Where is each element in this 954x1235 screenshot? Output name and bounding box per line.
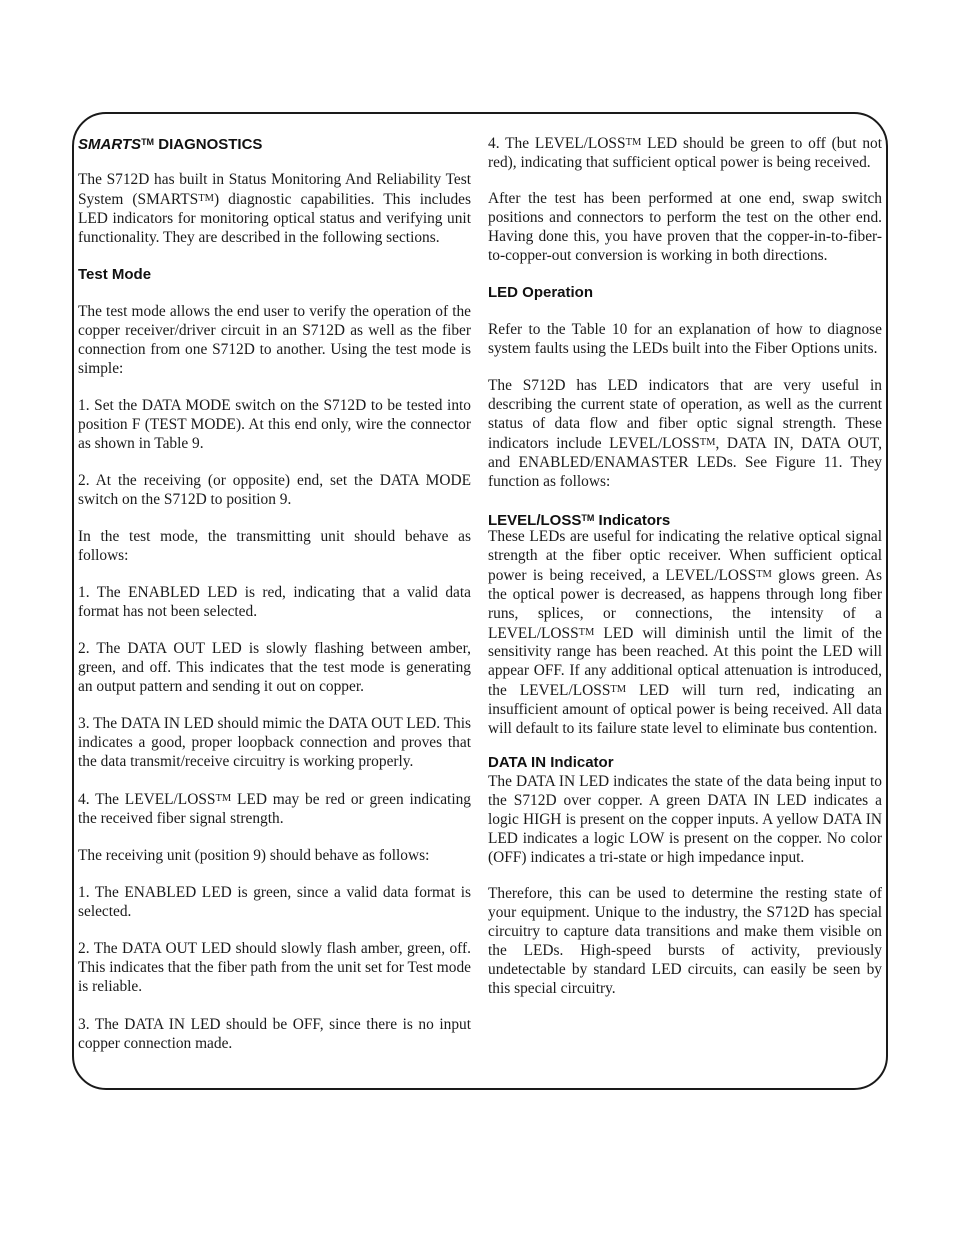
receive-item-3: 3. The DATA IN LED should be OFF, since there is no input copper connection made. bbox=[78, 1016, 471, 1052]
therefore-paragraph: Therefore, this can be used to determine the resting state of your equipment. Unique to the industry, the S712D has special circuitry to capture data transitions and make them visible on the LEDs. High-speed bursts of activity, previously undetectable by standard LED circuits, can easily be seen by this special circuitry. bbox=[488, 885, 882, 997]
level-loss-heading-trademark: TM bbox=[581, 513, 595, 523]
receive-item-1: 1. The ENABLED LED is green, since a valid data format is selected. bbox=[78, 884, 471, 920]
level-loss-heading-suffix: Indicators bbox=[594, 512, 671, 529]
test-mode-step-2: 2. At the receiving (or opposite) end, set the DATA MODE switch on the S712D to position 9. bbox=[78, 472, 471, 508]
led-operation-paragraph-2: The S712D has LED indicators that are very useful in describing the current state of operation, as well as the current status of data flow and fiber optic signal strength. These indicators include LEVEL/LOSSTM, DATA IN, DATA OUT, and ENABLED/ENAMASTER LEDs. See Figure 11. They function as follows: bbox=[488, 377, 882, 490]
test-mode-paragraph: The test mode allows the end user to verify the operation of the copper receiver/driver circuit in an S712D as well as the fiber connection from one S712D to another. Using the test mode is simple: bbox=[78, 303, 471, 377]
smarts-diagnostics-heading bbox=[78, 133, 471, 154]
receive-intro: The receiving unit (position 9) should behave as follows: bbox=[78, 847, 430, 864]
swap-paragraph: After the test has been performed at one end, swap switch positions and connectors to perform the test on the other end. Having done this, you have proven that the copper-in-to-fiber-to-copper-out conversion is working in both directions. bbox=[488, 190, 882, 264]
transmit-intro: In the test mode, the transmitting unit should behave as follows: bbox=[78, 528, 471, 564]
heading-smarts-word: SMARTS bbox=[78, 136, 142, 153]
intro-paragraph: The S712D has built in Status Monitoring And Reliability Test System (SMARTSTM) diagnostic capabilities. This includes LED indicators for monitoring optical status and verifying unit functionality. They are described in the following sections. bbox=[78, 171, 471, 246]
transmit-item-2: 2. The DATA OUT LED is slowly flashing between amber, green, and off. This indicates that the test mode is generating an output pattern and sending it out on copper. bbox=[78, 640, 471, 695]
transmit-item-4: 4. The LEVEL/LOSSTM LED may be red or green indicating the received fiber signal strength. bbox=[78, 791, 471, 827]
level-loss-heading-prefix: LEVEL/LOSS bbox=[488, 512, 582, 529]
transmit-item-1: 1. The ENABLED LED is red, indicating that a valid data format has not been selected. bbox=[78, 584, 471, 620]
transmit-item-3: 3. The DATA IN LED should mimic the DATA OUT LED. This indicates a good, proper loopback connection and proves that the data transmit/receive circuitry is working properly. bbox=[78, 715, 471, 770]
receive-item-2: 2. The DATA OUT LED should slowly flash amber, green, off. This indicates that the fiber path from the unit set for Test mode is reliable. bbox=[78, 940, 471, 995]
level-loss-heading bbox=[488, 509, 882, 530]
led-operation-heading: LED Operation bbox=[488, 284, 594, 301]
heading-diagnostics-word: DIAGNOSTICS bbox=[154, 136, 263, 153]
data-in-heading: DATA IN Indicator bbox=[488, 754, 614, 771]
heading-trademark: TM bbox=[141, 137, 155, 147]
data-in-paragraph: The DATA IN LED indicates the state of the data being input to the S712D over copper. A green DATA IN LED indicates a logic HIGH is present on the copper inputs. A yellow DATA IN LED indicates a logic LOW is present on the copper. No color (OFF) indicates a tri-state or high impedance input. bbox=[488, 773, 882, 866]
led-operation-paragraph-1: Refer to the Table 10 for an explanation of how to diagnose system faults using the LEDs built into the Fiber Options units. bbox=[488, 321, 882, 357]
test-mode-step-1: 1. Set the DATA MODE switch on the S712D to be tested into position F (TEST MODE). At this end only, wire the connector as shown in Table 9. bbox=[78, 397, 471, 452]
test-mode-heading: Test Mode bbox=[78, 266, 152, 283]
receive-item-4: 4. The LEVEL/LOSSTM LED should be green to off (but not red), indicating that sufficient optical power is being received. bbox=[488, 135, 882, 171]
level-loss-paragraph: These LEDs are useful for indicating the relative optical signal strength at the fiber optic receiver. When sufficient optical power is being received, a LEVEL/LOSSTM glows green. As the optical power is decreased, as happens through long fiber runs, splices, or connections, the intensity of a LEVEL/LOSSTM LED will diminish until the limit of the sensitivity range has been reached. At this point the LED will appear OFF. If any additional optical attenuation is introduced, the LEVEL/LOSSTM LED will turn red, indicating an insufficient amount of optical power is being received. All data will default to its failure state level to eliminate bus contention. bbox=[488, 528, 882, 738]
